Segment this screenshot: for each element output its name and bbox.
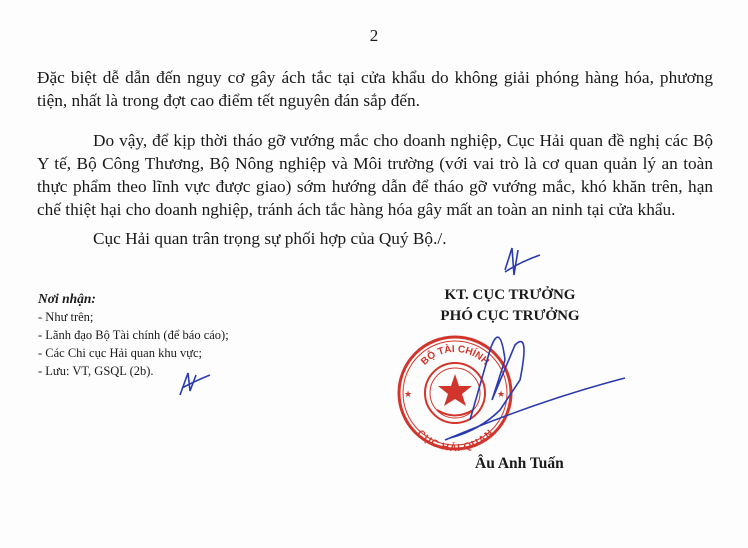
- recipient-item: - Lãnh đạo Bộ Tài chính (để báo cáo);: [38, 328, 229, 342]
- recipient-item: - Lưu: VT, GSQL (2b).: [38, 364, 154, 378]
- paragraph-1: Đặc biệt dễ dẫn đến nguy cơ gây ách tắc tại cửa khẩu do không giải phóng hàng hóa, phương tiện, nhất là trong đợt cao điểm tết nguyên đán sắp đến.: [37, 68, 713, 110]
- page-number: 2: [369, 26, 379, 45]
- recipient-item: - Các Chi cục Hải quan khu vực;: [38, 346, 203, 360]
- paragraph-2: Do vậy, để kịp thời tháo gỡ vướng mắc cho doanh nghiệp, Cục Hải quan đề nghị các Bộ Y tế, Bộ Công Thương, Bộ Nông nghiệp và Môi trường (với vai trò là cơ quan quản lý an toàn thực phẩm theo lĩnh vực được giao) sớm hướng dẫn để tháo gỡ vướng mắc, khó khăn trên, hạn chế thiệt hại cho doanh nghiệp, tránh ách tắc hàng hóa gây mất an toàn an ninh tại cửa khẩu.: [37, 131, 713, 219]
- svg-text:★: ★: [404, 389, 413, 399]
- stamp-bottom-text: CỤC HẢI QUAN: [414, 428, 496, 455]
- svg-text:CỤC HẢI QUAN: [415, 428, 496, 454]
- recipients-title: Nơi nhận:: [38, 291, 96, 306]
- signer-title-1: KT. CỤC TRƯỞNG: [444, 287, 576, 303]
- recipient-item: - Như trên;: [38, 310, 94, 324]
- signer-name: Âu Anh Tuấn: [475, 455, 564, 472]
- stamp-top-text: BỘ TÀI CHÍNH: [419, 343, 491, 368]
- svg-text:★: ★: [497, 389, 506, 399]
- signer-title-2: PHÓ CỤC TRƯỞNG: [440, 308, 580, 324]
- closing-line: Cục Hải quan trân trọng sự phối hợp của Quý Bộ./.: [93, 229, 447, 248]
- signature-block: [410, 285, 610, 327]
